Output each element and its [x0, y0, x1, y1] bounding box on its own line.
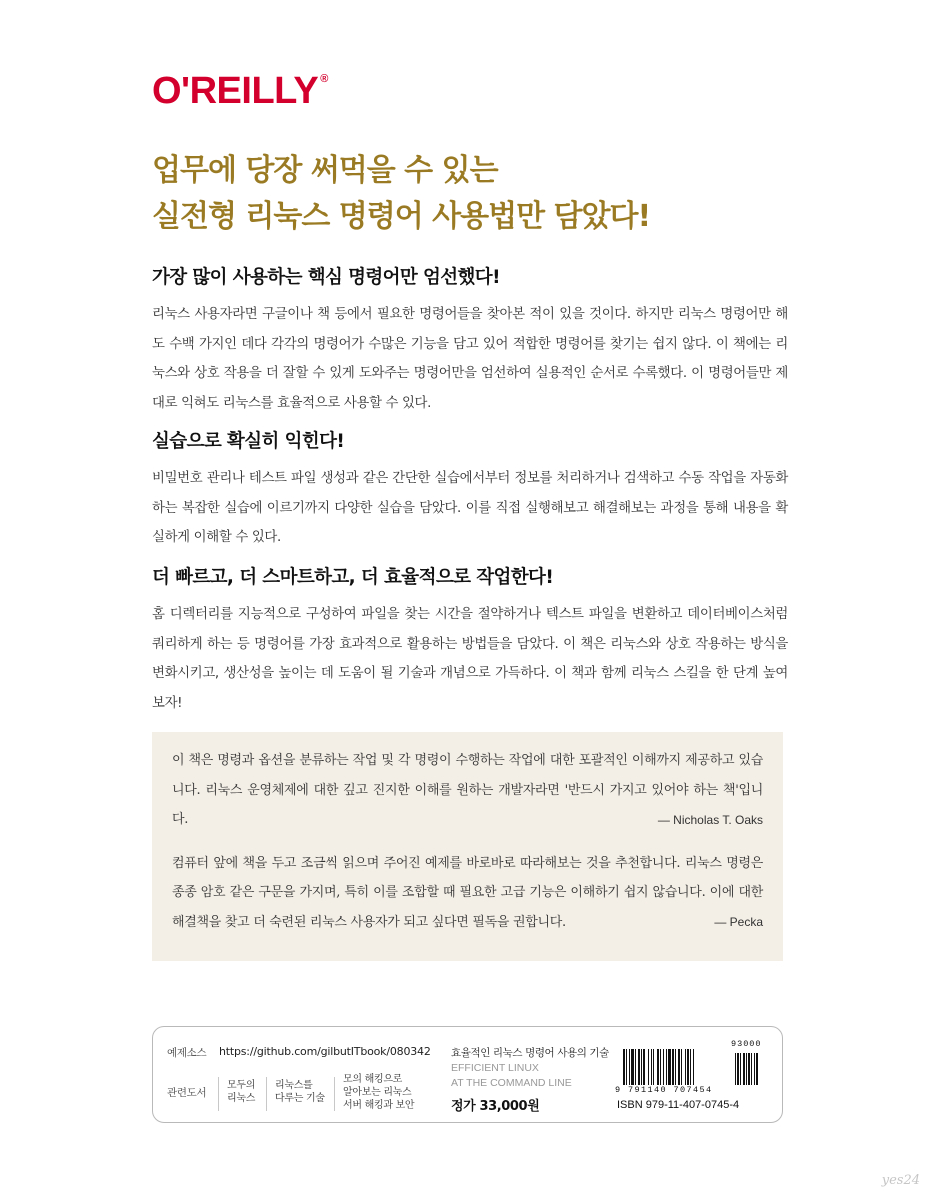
- price: 정가 33,000원: [451, 1099, 540, 1114]
- isbn-barcode: [615, 1039, 775, 1119]
- oreilly-logo: O'REILLY ®: [152, 70, 328, 112]
- section-core-commands: [152, 266, 788, 418]
- section-body: 비밀번호 관리나 테스트 파일 생성과 같은 간단한 실습에서부터 정보를 처리하거나 검색하고 수동 작업을 자동화하는 복잡한 실습에 이르기까지 다양한 실습을 담았다. 이를 직접 실행해보고 해결해보는 과정을 통해 내용을 확실하게 이해할 수 있다.: [152, 471, 788, 545]
- section-efficiency: [152, 566, 788, 718]
- review-quote: [172, 746, 763, 835]
- example-source-label: 예제소스: [167, 1047, 207, 1059]
- quote-text: 이 책은 명령과 옵션을 분류하는 작업 및 각 명령이 수행하는 작업에 대한 포괄적인 이해까지 제공하고 있습니다. 리눅스 운영체제에 대한 깊고 진지한 이해를 원하는 개발자라면 '반드시 가지고 있어야 하는 책'입니다.: [172, 753, 763, 827]
- divider: [334, 1077, 335, 1111]
- example-source-url[interactable]: https://github.com/gilbutITbook/080342: [219, 1045, 431, 1058]
- review-quotes-box: [152, 732, 783, 961]
- quote-author: — Nicholas T. Oaks: [657, 812, 763, 827]
- barcode-bars-icon: [623, 1049, 773, 1085]
- headline-line-1: 업무에 당장 써먹을 수 있는: [152, 153, 498, 188]
- watermark: yes24: [881, 1173, 920, 1188]
- quote-text: 컴퓨터 앞에 책을 두고 조금씩 읽으며 주어진 예제를 바로바로 따라해보는 것을 추천합니다. 리눅스 명령은 종종 암호 같은 구문을 가지며, 특히 이를 조합할 때 필요한 고급 기능은 이해하기 쉽지 않습니다. 이에 대한 해결책을 찾고 더 숙련된 리눅스 사용자가 되고 싶다면 필독을 권합니다.: [172, 855, 763, 930]
- section-title: 더 빠르고, 더 스마트하고, 더 효율적으로 작업한다!: [152, 567, 554, 588]
- headline: [152, 148, 792, 240]
- section-body: 홈 디렉터리를 지능적으로 구성하여 파일을 찾는 시간을 절약하거나 텍스트 파일을 변환하고 데이터베이스처럼 쿼리하게 하는 등 명령어를 가장 효과적으로 활용하는 방법들을 담았다. 이 책은 리눅스와 상호 작용하는 방식을 변화시키고, 생산성을 높이는 데 도움이 될 기술과 개념으로 가득하다. 이 책과 함께 리눅스 스킬을 한 단계 높여보자!: [152, 607, 788, 711]
- registered-mark-icon: ®: [320, 73, 328, 85]
- divider: [218, 1077, 219, 1111]
- review-quote: [172, 849, 763, 938]
- related-book-3: 모의 해킹으로 알아보는 리눅스 서버 해킹과 보안: [343, 1074, 415, 1111]
- book-title-korean: 효율적인 리눅스 명령어 사용의 기술: [451, 1047, 609, 1059]
- isbn-number: ISBN 979-11-407-0745-4: [617, 1099, 740, 1111]
- divider: [266, 1077, 267, 1111]
- barcode-addon-number: 93000: [731, 1039, 762, 1049]
- section-title: 실습으로 확실히 익힌다!: [152, 431, 345, 452]
- section-title: 가장 많이 사용하는 핵심 명령어만 엄선했다!: [152, 267, 500, 288]
- book-info-box: [152, 1026, 783, 1123]
- section-practice: [152, 430, 788, 553]
- book-title-english: EFFICIENT LINUX AT THE COMMAND LINE: [451, 1062, 572, 1089]
- barcode-digits: 9 791140 707454: [615, 1085, 713, 1095]
- related-book-2: 리눅스를 다루는 기술: [275, 1080, 325, 1104]
- headline-line-2: 실전형 리눅스 명령어 사용법만 담았다!: [152, 199, 651, 234]
- quote-author: — Pecka: [714, 915, 763, 929]
- related-book-1: 모두의 리눅스: [227, 1080, 256, 1104]
- related-books-label: 관련도서: [167, 1087, 207, 1099]
- section-body: 리눅스 사용자라면 구글이나 책 등에서 필요한 명령어들을 찾아본 적이 있을 것이다. 하지만 리눅스 명령어만 해도 수백 가지인 데다 각각의 명령어가 수많은 기능을 담고 있어 적합한 명령어를 찾기는 쉽지 않다. 이 책에는 리눅스와 상호 작용을 더 잘할 수 있게 도와주는 명령어만을 엄선하여 실용적인 순서로 수록했다. 이 명령어들만 제대로 익혀도 리눅스를 효율적으로 사용할 수 있다.: [152, 307, 788, 411]
